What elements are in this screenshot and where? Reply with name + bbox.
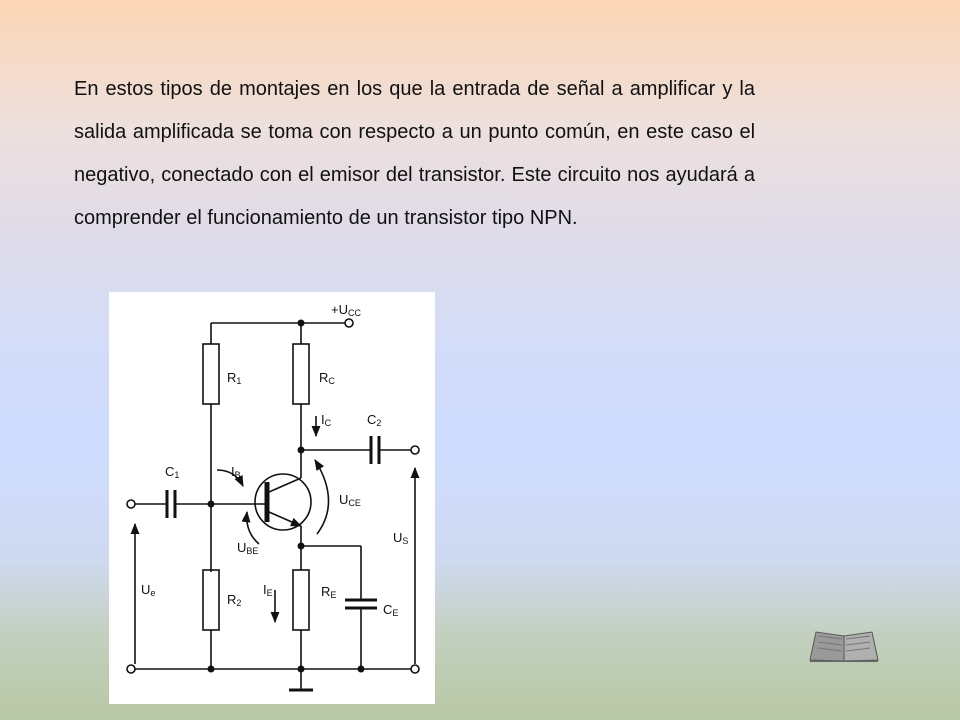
label-ie: IE xyxy=(263,582,273,598)
output-terminal xyxy=(411,446,419,454)
label-c1: C1 xyxy=(165,464,180,480)
junction-dot xyxy=(298,320,305,327)
supply-terminal xyxy=(345,319,353,327)
label-r2: R2 xyxy=(227,592,242,608)
paragraph-line-4: emisor del transistor. Este circuito nos ayudará a comprender el xyxy=(74,164,756,229)
uce-voltage-arrow xyxy=(315,460,329,534)
input-terminal xyxy=(127,500,135,508)
label-ce: CE xyxy=(383,602,399,618)
junction-dot xyxy=(298,543,305,550)
junction-dot xyxy=(298,447,305,454)
npn-amplifier-circuit-figure xyxy=(109,292,435,704)
output-ground-terminal xyxy=(411,665,419,673)
rc-resistor xyxy=(293,344,309,404)
label-uce: UCE xyxy=(339,492,361,508)
label-ube: UBE xyxy=(237,540,259,556)
paragraph-line-3: punto común, en este caso el negativo, conectado con el xyxy=(74,121,756,186)
label-rc: RC xyxy=(319,370,335,386)
label-r1: R1 xyxy=(227,370,242,386)
label-c2: C2 xyxy=(367,412,382,428)
label-re: RE xyxy=(321,584,337,600)
npn-transistor-body xyxy=(255,474,311,530)
input-ground-terminal xyxy=(127,665,135,673)
junction-dot xyxy=(298,666,305,673)
junction-dot xyxy=(208,666,215,673)
description-paragraph xyxy=(74,68,755,240)
junction-dot xyxy=(208,501,215,508)
label-ucc: +UCC xyxy=(331,302,361,318)
label-ib: IB xyxy=(231,464,241,480)
paragraph-line-1: En estos tipos de montajes en los que la entrada de señal a xyxy=(74,78,623,100)
paragraph-line-2: amplificar y la salida amplificada se toma con respecto a un xyxy=(74,78,755,143)
r1-resistor xyxy=(203,344,219,404)
junction-dot xyxy=(358,666,365,673)
book-icon[interactable] xyxy=(808,628,880,662)
label-ue: Ue xyxy=(141,582,156,598)
circuit-diagram xyxy=(109,292,435,704)
transistor-emitter-lead xyxy=(269,512,301,526)
label-ic: IC xyxy=(321,412,332,428)
re-resistor xyxy=(293,570,309,630)
paragraph-line-5: funcionamiento de un transistor tipo NPN. xyxy=(207,207,578,229)
transistor-collector-lead xyxy=(269,478,301,492)
ube-voltage-arrow xyxy=(247,512,259,544)
label-us: US xyxy=(393,530,409,546)
r2-resistor xyxy=(203,570,219,630)
